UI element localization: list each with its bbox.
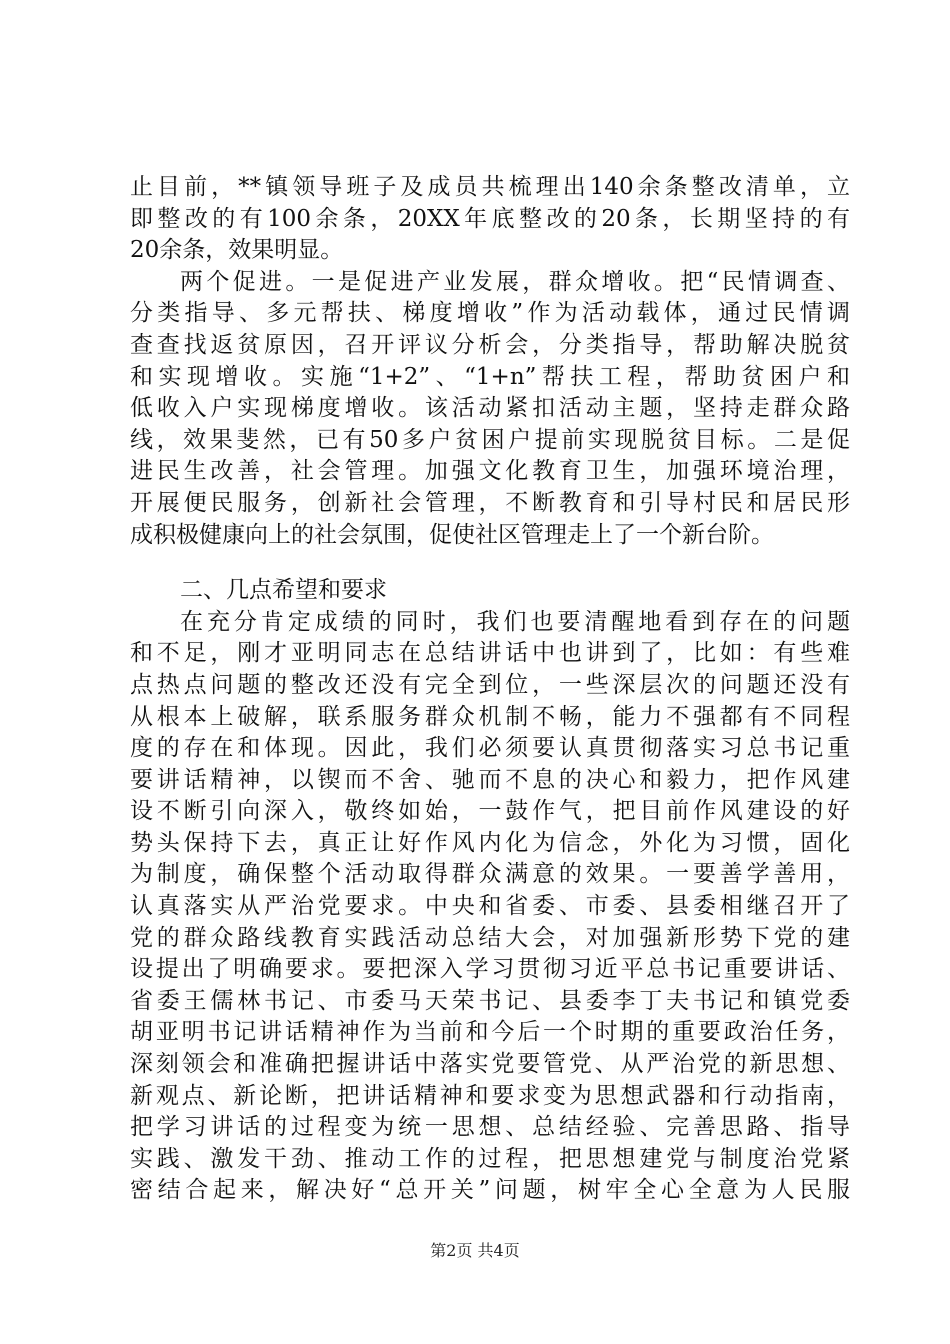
text-line: 即整改的有100余条，20XX年底整改的20条，长期坚持的有 xyxy=(130,205,850,232)
page-number-label: 第2页 共4页 xyxy=(430,1241,520,1260)
text-line: 进民生改善，社会管理。加强文化教育卫生，加强环境治理， xyxy=(130,458,850,485)
text-line: 线，效果斐然，已有50多户贫困户提前实现脱贫目标。二是促 xyxy=(130,426,850,453)
text-line: 两个促进。一是促进产业发展，群众增收。把“民情调查、 xyxy=(180,268,850,295)
text-line: 开展便民服务，创新社会管理，不断教育和引导村民和居民形 xyxy=(130,489,850,516)
text-line: 点热点问题的整改还没有完全到位，一些深层次的问题还没有 xyxy=(130,671,850,698)
text-line: 查查找返贫原因，召开评议分析会，分类指导，帮助解决脱贫 xyxy=(130,331,850,358)
text-line: 设不断引向深入，敬终如始，一鼓作气，把目前作风建设的好 xyxy=(130,798,850,825)
text-line: 党的群众路线教育实践活动总结大会，对加强新形势下党的建 xyxy=(130,924,850,951)
text-line: 设提出了明确要求。要把深入学习贯彻习近平总书记重要讲话、 xyxy=(130,956,850,983)
text-line: 20余条，效果明显。 xyxy=(130,237,344,264)
text-line: 深刻领会和准确把握讲话中落实党要管党、从严治党的新思想、 xyxy=(130,1051,850,1078)
text-line: 势头保持下去，真正让好作风内化为信念，外化为习惯，固化 xyxy=(130,829,850,856)
page-footer xyxy=(0,1238,950,1261)
text-line: 省委王儒林书记、市委马天荣书记、县委李丁夫书记和镇党委 xyxy=(130,987,850,1014)
text-line: 实践、激发干劲、推动工作的过程，把思想建党与制度治党紧 xyxy=(130,1145,850,1172)
text-line: 要讲话精神，以锲而不舍、驰而不息的决心和毅力，把作风建 xyxy=(130,766,850,793)
text-line: 度的存在和体现。因此，我们必须要认真贯彻落实习总书记重 xyxy=(130,735,850,762)
text-line: 把学习讲话的过程变为统一思想、总结经验、完善思路、指导 xyxy=(130,1114,850,1141)
text-line: 和不足，刚才亚明同志在总结讲话中也讲到了，比如：有些难 xyxy=(130,640,850,667)
text-line: 胡亚明书记讲话精神作为当前和今后一个时期的重要政治任务， xyxy=(130,1019,850,1046)
text-line: 低收入户实现梯度增收。该活动紧扣活动主题，坚持走群众路 xyxy=(130,395,850,422)
paragraph-rectification-summary xyxy=(130,172,850,267)
text-line: 认真落实从严治党要求。中央和省委、市委、县委相继召开了 xyxy=(130,893,850,920)
text-line: 密结合起来，解决好“总开关”问题，树牢全心全意为人民服 xyxy=(130,1177,850,1204)
text-line: 从根本上破解，联系服务群众机制不畅，能力不强都有不同程 xyxy=(130,703,850,730)
text-line: 新观点、新论断，把讲话精神和要求变为思想武器和行动指南， xyxy=(130,1082,850,1109)
text-line: 和实现增收。实施“1+2”、“1+n”帮扶工程，帮助贫困户和 xyxy=(130,363,850,390)
paragraph-hopes-requirements xyxy=(130,607,850,1207)
text-line: 止目前，**镇领导班子及成员共梳理出140余条整改清单，立 xyxy=(130,174,850,200)
text-line: 分类指导、多元帮扶、梯度增收”作为活动载体，通过民情调 xyxy=(130,300,850,327)
document-body xyxy=(130,172,850,1207)
section-heading-text: 二、几点希望和要求 xyxy=(180,577,387,604)
section-heading xyxy=(130,575,850,607)
text-line: 为制度，确保整个活动取得群众满意的效果。一要善学善用， xyxy=(130,861,850,888)
text-line: 在充分肯定成绩的同时，我们也要清醒地看到存在的问题 xyxy=(180,608,850,635)
section-gap xyxy=(130,551,850,575)
paragraph-two-promotions xyxy=(130,267,850,551)
text-line: 成积极健康向上的社会氛围，促使社区管理走上了一个新台阶。 xyxy=(130,521,774,548)
